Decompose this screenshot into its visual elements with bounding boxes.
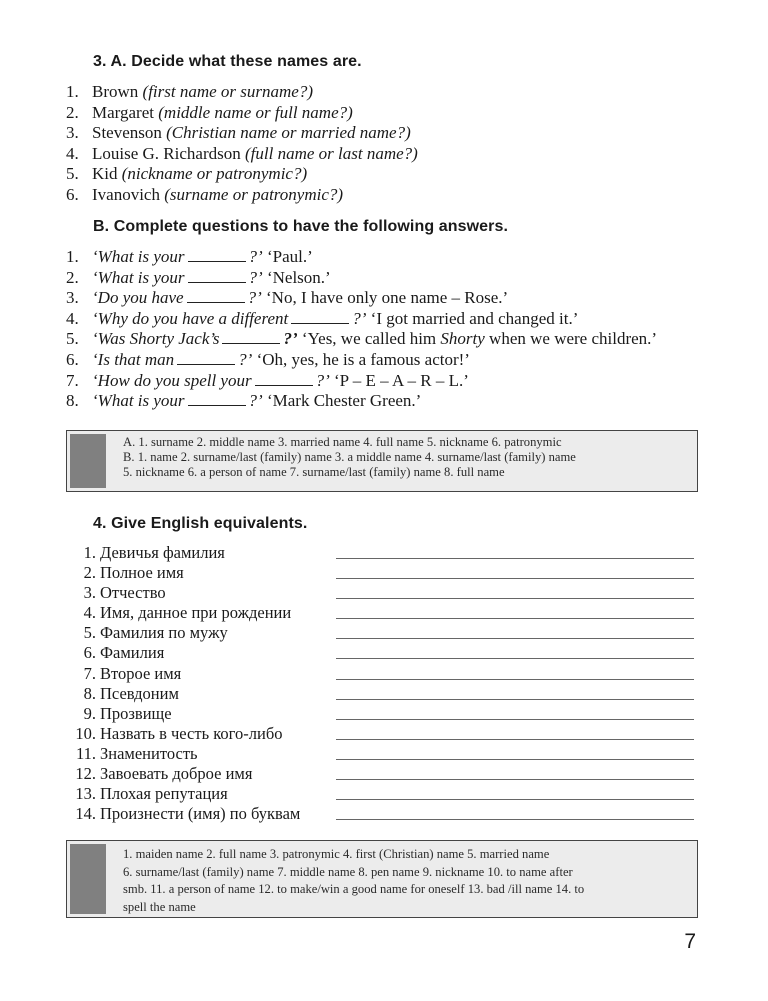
list-item: 7. ‘How do you spell your ?’ ‘P – E – A – R – L.’: [66, 370, 469, 390]
list-item: 12. Завоевать доброе имя: [66, 764, 300, 784]
answer-blank: [188, 393, 246, 406]
list-item: 2. ‘What is your ?’ ‘Nelson.’: [66, 267, 331, 287]
list-item: 14. Произнести (имя) по буквам: [66, 804, 300, 824]
answer-line: [336, 779, 694, 780]
list-item: 9. Прозвище: [66, 704, 300, 724]
list-item: 4. Louise G. Richardson (full name or last name?): [66, 143, 418, 163]
answer-line: [336, 739, 694, 740]
list-item: 3. Отчество: [66, 583, 300, 603]
list-item: 10. Назвать в честь кого-либо: [66, 724, 300, 744]
section-3b-list: [66, 247, 657, 412]
list-item: 13. Плохая репутация: [66, 784, 300, 804]
key-bar: [70, 434, 106, 488]
list-item: 2. Margaret (middle name or full name?): [66, 102, 353, 122]
list-item: 4. ‘Why do you have a different ?’ ‘I got married and changed it.’: [66, 308, 579, 328]
section-4-heading: 4. Give English equivalents.: [93, 515, 308, 532]
answer-line: [336, 699, 694, 700]
answer-line: [336, 799, 694, 800]
answer-key-3: [66, 430, 698, 492]
answer-key-3-text: A. 1. surname 2. middle name 3. married name 4. full name 5. nickname 6. patronymic B. 1. name 2. surname/last (family) name 3. a middle name 4. surname/last (family) name 5. nickname 6. a person of name 7. surname/last (family) name 8. full name: [123, 435, 576, 479]
list-item: 3. Stevenson (Christian name or married name?): [66, 123, 411, 143]
list-item: 1. ‘What is your ?’ ‘Paul.’: [66, 247, 313, 266]
list-item: 4. Имя, данное при рождении: [66, 603, 300, 623]
answer-key-4: [66, 840, 698, 918]
list-item: 6. Фамилия: [66, 643, 300, 663]
section-3a-list: [66, 82, 418, 206]
section-3a-heading: 3. A. Decide what these names are.: [93, 53, 362, 70]
answer-line: [336, 598, 694, 599]
list-item: 2. Полное имя: [66, 563, 300, 583]
list-item: 8. Псевдоним: [66, 684, 300, 704]
answer-line: [336, 679, 694, 680]
list-item: 11. Знаменитость: [66, 744, 300, 764]
list-item: 8. ‘What is your ?’ ‘Mark Chester Green.’: [66, 391, 422, 411]
list-item: 1. Brown (first name or surname?): [66, 82, 313, 101]
answer-blank: [188, 270, 246, 283]
answer-blank: [177, 352, 235, 365]
answer-key-4-text: 1. maiden name 2. full name 3. patronymic 4. first (Christian) name 5. married name 6. surname/last (family) name 7. middle name 8. pen name 9. nickname 10. to name after smb. 11. a person of name 12. to make/win a good name for oneself 13. bad /ill name 14. to spell the name: [123, 847, 585, 914]
list-item: 6. Ivanovich (surname or patronymic?): [66, 184, 344, 204]
list-item: 5. Kid (nickname or patronymic?): [66, 164, 308, 184]
answer-blank: [255, 373, 313, 386]
list-item: 3. ‘Do you have ?’ ‘No, I have only one name – Rose.’: [66, 288, 509, 308]
answer-line: [336, 618, 694, 619]
answer-blank: [291, 311, 349, 324]
list-item: 7. Второе имя: [66, 664, 300, 684]
answer-blank: [187, 290, 245, 303]
answer-line: [336, 759, 694, 760]
list-item: 1. Девичья фамилия: [66, 543, 300, 563]
answer-line: [336, 719, 694, 720]
answer-line: [336, 578, 694, 579]
answer-line: [336, 819, 694, 820]
list-item: 6. ‘Is that man ?’ ‘Oh, yes, he is a famous actor!’: [66, 349, 470, 369]
answer-line: [336, 658, 694, 659]
answer-line: [336, 638, 694, 639]
answer-blank: [188, 249, 246, 262]
answer-line: [336, 558, 694, 559]
list-item: 5. Фамилия по мужу: [66, 623, 300, 643]
section-3b-heading: B. Complete questions to have the following answers.: [93, 218, 509, 235]
page-number: 7: [684, 930, 696, 953]
list-item: 5. ‘Was Shorty Jack’s ?’ ‘Yes, we called him Shorty when we were children.’: [66, 329, 658, 349]
answer-blank: [222, 331, 280, 344]
key-bar: [70, 844, 106, 914]
section-4-list: [66, 543, 300, 824]
